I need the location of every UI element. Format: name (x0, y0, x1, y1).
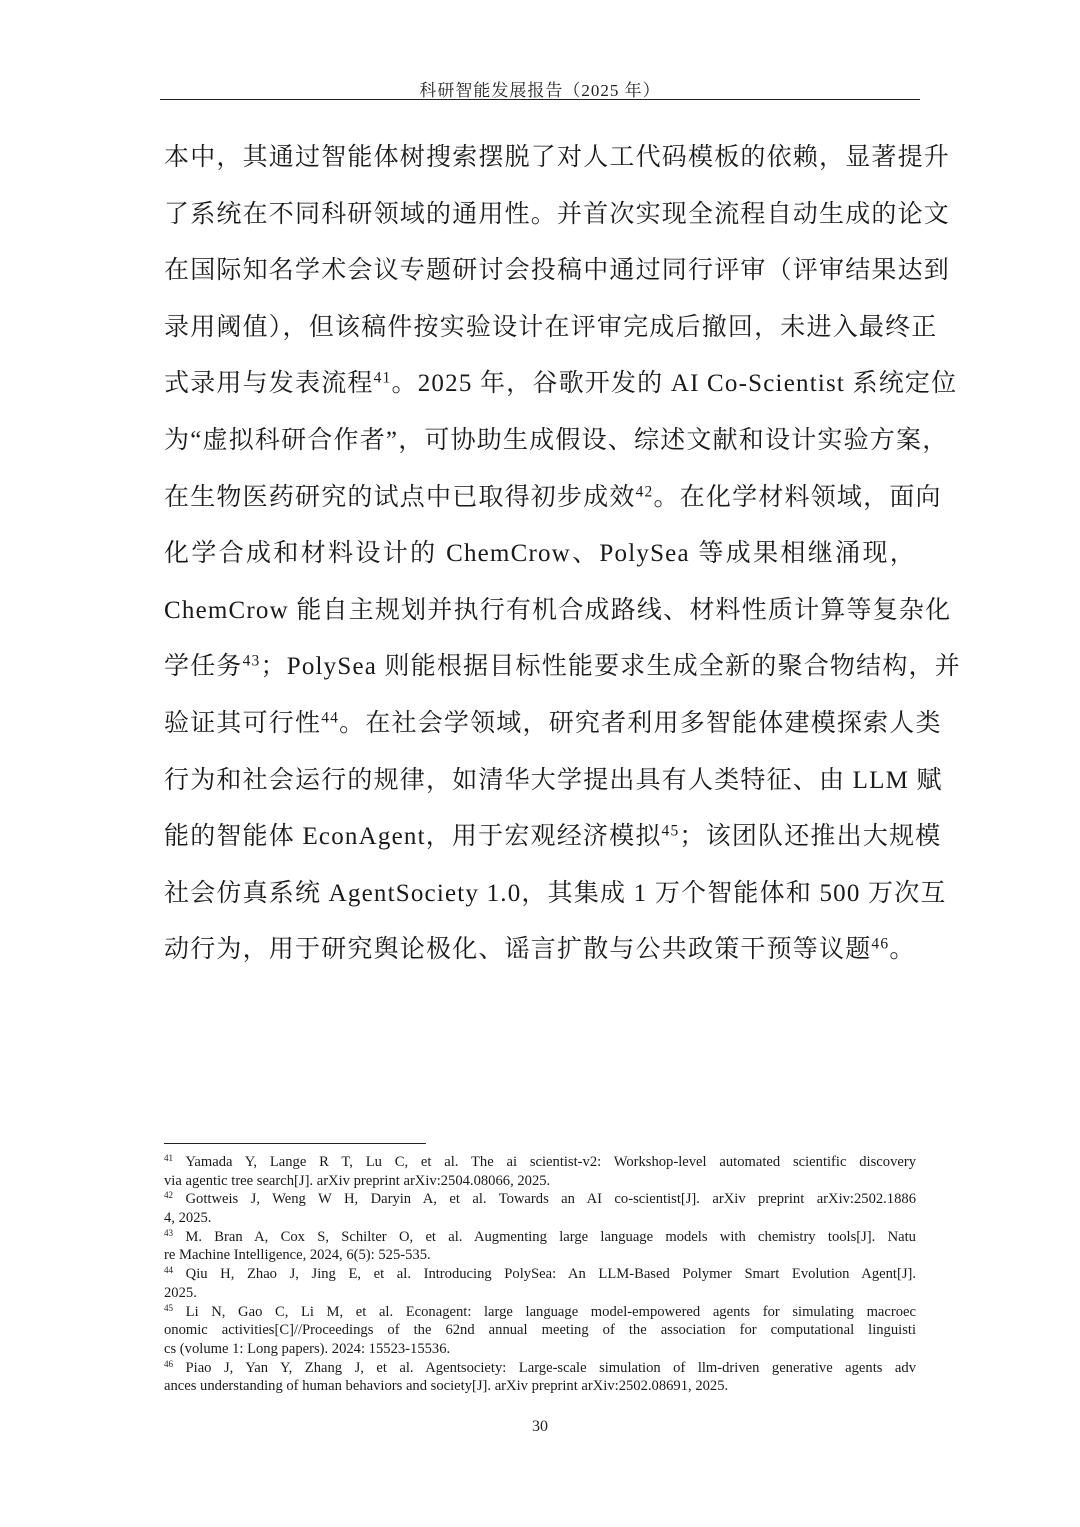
body-line: 行为和社会运行的规律，如清华大学提出具有人类特征、由 LLM 赋 (164, 766, 943, 794)
body-paragraph (164, 130, 961, 979)
body-line: 能的智能体 EconAgent，用于宏观经济模拟$^{45}$；该团队还推出大规模 (164, 822, 942, 851)
footnote-45-cont: cs (volume 1: Long papers). 2024: 15523-15536. (164, 1340, 451, 1357)
footnote-44: $^{44}$ Qiu H, Zhao J, Jing E, et al. Introducing PolySea: An LLM-Based Polymer Smart Evolution Agent[J]. (164, 1265, 916, 1283)
footnote-number: 42 (164, 1190, 174, 1201)
body-line: 学任务$^{43}$；PolySea 则能根据目标性能要求生成全新的聚合物结构，并 (164, 652, 961, 681)
footnote-46: $^{46}$ Piao J, Yan Y, Zhang J, et al. Agentsociety: Large-scale simulation of llm-driven generative agents adv (164, 1358, 916, 1376)
body-line: 录用阈值），但该稿件按实验设计在评审完成后撤回，未进入最终正 (164, 313, 938, 341)
body-line: 社会仿真系统 AgentSociety 1.0，其集成 1 万个智能体和 500 万次互 (164, 879, 947, 907)
body-line: 验证其可行性$^{44}$。在社会学领域，研究者利用多智能体建模探索人类 (164, 709, 942, 737)
footnote-separator (164, 1143, 426, 1144)
footnote-ref-41[interactable]: 41 (373, 369, 392, 387)
body-line: 式录用与发表流程$^{41}$。2025 年，谷歌开发的 AI Co-Scientist 系统定位 (164, 369, 958, 398)
footnote-ref-45[interactable]: 45 (661, 822, 680, 840)
footnote-ref-42[interactable]: 42 (635, 483, 654, 501)
body-line: ChemCrow 能自主规划并执行有机合成路线、材料性质计算等复杂化 (164, 596, 952, 624)
footnote-43: $^{43}$ M. Bran A, Cox S, Schilter O, et al. Augmenting large language models with chemistry tools[J]. Natu (164, 1227, 916, 1245)
footnote-number: 41 (164, 1153, 174, 1164)
footnote-44-cont: 2025. (164, 1284, 197, 1301)
footnote-number: 43 (164, 1227, 174, 1238)
header-rule (160, 99, 920, 100)
footnote-45: $^{45}$ Li N, Gao C, Li M, et al. Econagent: large language model-empowered agents for simulating macroec (164, 1302, 916, 1320)
footnote-ref-46[interactable]: 46 (871, 935, 890, 953)
footnote-ref-43[interactable]: 43 (242, 652, 261, 670)
body-line: 本中，其通过智能体树搜索摆脱了对人工代码模板的依赖，显著提升 (164, 144, 951, 171)
footnote-number: 45 (164, 1302, 174, 1313)
footnote-41-cont: via agentic tree search[J]. arXiv preprint arXiv:2504.08066, 2025. (164, 1172, 551, 1189)
footnote-number: 46 (164, 1358, 174, 1369)
body-line: 动行为，用于研究舆论极化、谣言扩散与公共政策干预等议题$^{46}$。 (164, 935, 916, 964)
running-header-title: 科研智能发展报告（2025 年） (419, 81, 661, 100)
footnote-42: $^{42}$ Gottweis J, Weng W H, Daryin A, et al. Towards an AI co-scientist[J]. arXiv preprint arXiv:2502.1886 (164, 1190, 916, 1208)
body-line: 在生物医药研究的试点中已取得初步成效$^{42}$。在化学材料领域，面向 (164, 483, 942, 511)
footnote-42-cont: 4, 2025. (164, 1210, 212, 1227)
footnote-46-cont: ances understanding of human behaviors and society[J]. arXiv preprint arXiv:2502.08691, 2025. (164, 1378, 729, 1395)
footnote-43-cont: re Machine Intelligence, 2024, 6(5): 525-535. (164, 1247, 431, 1264)
footnotes (164, 1153, 916, 1396)
footnote-ref-44[interactable]: 44 (321, 709, 340, 727)
footnote-41: $^{41}$ Yamada Y, Lange R T, Lu C, et al. The ai scientist-v2: Workshop-level automated scientific discovery (164, 1153, 916, 1170)
body-line: 了系统在不同科研领域的通用性。并首次实现全流程自动生成的论文 (164, 200, 951, 228)
body-line: 为“虚拟科研合作者”，可协助生成假设、综述文献和设计实验方案， (164, 426, 949, 454)
footnote-45-cont: onomic activities[C]//Proceedings of the 62nd annual meeting of the association for computational linguisti (164, 1322, 916, 1339)
body-line: 化学合成和材料设计的 ChemCrow、PolySea 等成果相继涌现， (164, 540, 916, 568)
body-line: 在国际知名学术会议专题研讨会投稿中通过同行评审（评审结果达到 (164, 257, 951, 285)
footnote-number: 44 (164, 1265, 174, 1276)
page-number: 30 (532, 1418, 548, 1435)
